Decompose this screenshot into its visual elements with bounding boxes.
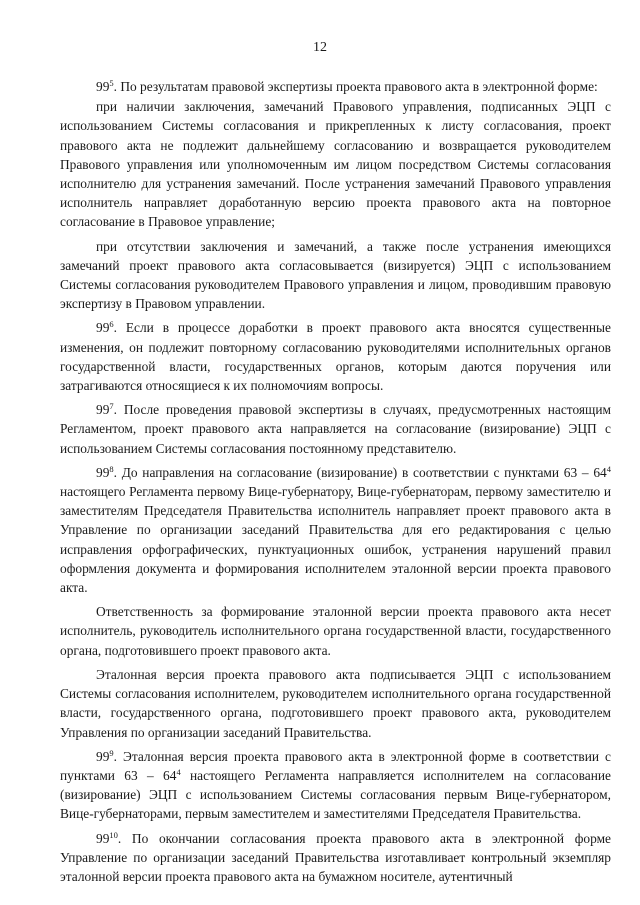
clause-superscript: 8: [109, 463, 114, 474]
paragraph-text: . По окончании согласования проекта правового акта в электронной форме Управление по организации заседаний Правительства изготавливает контрольный экземпляр эталонной версии проекта правового акта на бумажном носителе, аутентичный: [60, 830, 611, 884]
page-number: 12: [313, 40, 327, 55]
paragraph-text: при наличии заключения, замечаний Правового управления, подписанных ЭЦП с использованием Системы согласования и прикрепленных к листу согласования, проект правового акта не подлежит дальнейшему согласованию и возвращается руководителем Правового управления или уполномоченным им лицом посредством Системы согласования исполнителю для устранения замечаний. После устранения замечаний Правового управления исполнитель направляет доработанную версию проекта правового акта на повторное согласование в Правовое управление;: [60, 99, 611, 230]
paragraph-no-comments: [60, 237, 611, 314]
paragraph-99-10: [60, 829, 611, 887]
clause-number: 99: [96, 79, 110, 94]
paragraph-responsibility: [60, 602, 611, 660]
document-body: [60, 77, 611, 886]
paragraph-text: . По результатам правовой экспертизы проекта правового акта в электронной форме:: [113, 79, 598, 94]
reference-superscript: 4: [176, 766, 181, 777]
clause-superscript: 5: [109, 78, 114, 88]
paragraph-99-9: [60, 747, 611, 824]
clause-superscript: 6: [109, 319, 114, 330]
clause-number: 99: [96, 830, 110, 846]
clause-number: 99: [96, 402, 110, 418]
paragraph-text: . После проведения правовой экспертизы в случаях, предусмотренных настоящим Регламентом, проект правового акта направляется на согласование (визирование) ЭЦП с использованием Системы согласования постоянному представителю.: [60, 402, 611, 456]
paragraph-text: . Если в процессе доработки в проект правового акта вносятся существенные изменения, он подлежит повторному согласованию руководителями исполнительных органов государственной власти, государственных органов, которым даются поручения или затрагиваются относящиеся к их полномочиям вопросы.: [60, 320, 611, 394]
paragraph-text: Ответственность за формирование эталонной версии проекта правового акта несет исполнитель, руководитель исполнительного органа государственной власти, государственного органа, подготовившего проект правового акта.: [60, 604, 611, 658]
paragraph-text: . До направления на согласование (визирование) в соответствии с пунктами 63 – 64: [113, 464, 607, 480]
clause-superscript: 10: [109, 829, 118, 840]
paragraph-if-comments: [60, 97, 611, 231]
paragraph-99-6: [60, 318, 611, 395]
reference-superscript: 4: [606, 463, 611, 474]
paragraph-text-continued: настоящего Регламента первому Вице-губернатору, Вице-губернаторам, первому заместителю и заместителям Председателя Правительства исполнитель направляет проект правового акта в Управление по организации заседаний Правительства для его редактирования с целью исправления орфографических, пунктуационных ошибок, устранения нарушений правил оформления документа и формирования исполнителем эталонной версии проекта правового акта.: [60, 484, 611, 596]
clause-superscript: 7: [109, 401, 114, 412]
paragraph-text: Эталонная версия проекта правового акта подписывается ЭЦП с использованием Системы согласования исполнителем, руководителем исполнительного органа государственной власти, государственного органа, подготовившего проект правового акта, руководителем Управления по организации заседаний Правительства.: [60, 666, 611, 740]
clause-number: 99: [96, 464, 110, 480]
clause-number: 99: [96, 748, 110, 764]
paragraph-99-7: [60, 400, 611, 458]
paragraph-99-8: [60, 463, 611, 597]
paragraph-text-continued: настоящего Регламента направляется исполнителем на согласование (визирование) ЭЦП с использованием Системы согласования первым Вице-губернатором, Вице-губернаторами, первым заместителем и заместителями Председателя Правительства.: [60, 767, 611, 822]
paragraph-text: при отсутствии заключения и замечаний, а также после устранения имеющихся замечаний проект правового акта согласовывается (визируется) ЭЦП с использованием Системы согласования руководителем Правового управления и лицом, проводившим правовую экспертизу в Правовом управлении.: [60, 238, 611, 312]
clause-superscript: 9: [109, 747, 114, 758]
paragraph-text: . Эталонная версия проекта правового акта в электронной форме в соответствии с пунктами 63 – 64: [60, 748, 611, 783]
paragraph-99-5: [60, 77, 611, 96]
clause-number: 99: [96, 320, 110, 336]
paragraph-reference-signing: [60, 665, 611, 742]
